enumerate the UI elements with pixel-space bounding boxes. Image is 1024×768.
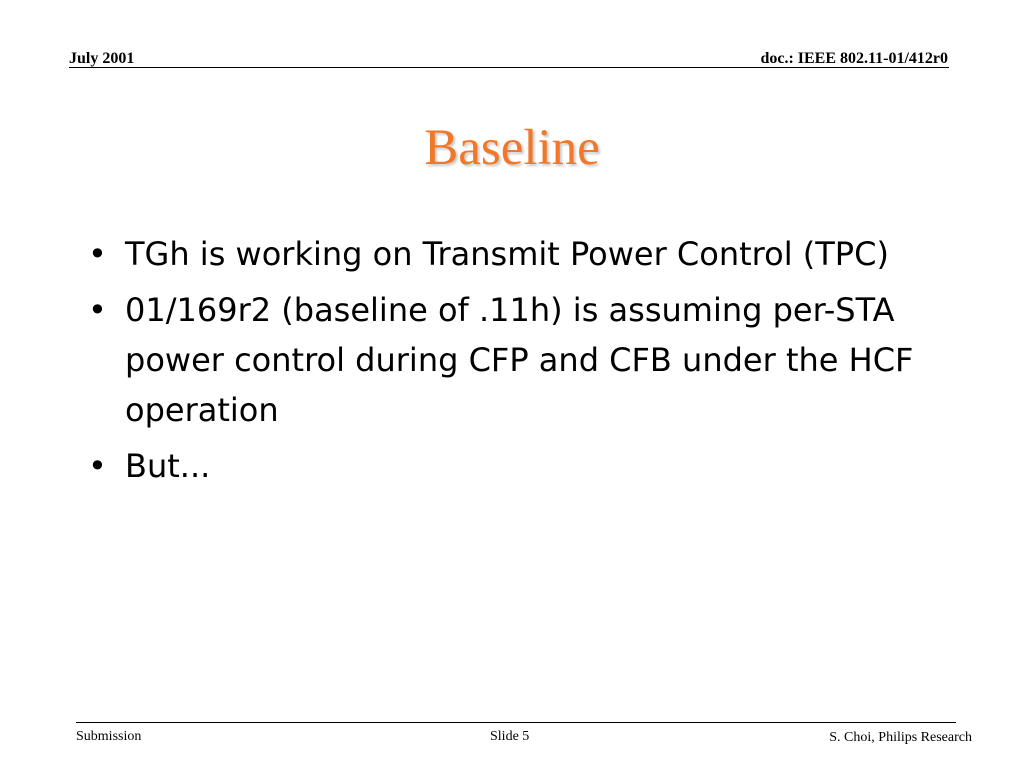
bullet-text: TGh is working on Transmit Power Control (TPC) (125, 235, 889, 273)
footer-slide-number: Slide 5 (490, 729, 530, 744)
bullet-marker: • (88, 447, 107, 485)
bullet-item (88, 229, 948, 279)
bullet-text: But... (125, 447, 211, 485)
bullet-list (88, 229, 948, 497)
bullet-marker: • (88, 235, 107, 273)
slide-title: Baseline (424, 120, 600, 176)
footer-author: S. Choi, Philips Research (829, 730, 972, 745)
header-date: July 2001 (69, 50, 135, 67)
footer-divider (76, 722, 956, 723)
bullet-item (88, 285, 948, 435)
footer-submission: Submission (76, 729, 142, 744)
bullet-marker: • (88, 291, 107, 329)
header-doc-number: doc.: IEEE 802.11-01/412r0 (760, 50, 948, 67)
bullet-text: 01/169r2 (baseline of .11h) is assuming per-STA power control during CFP and CFB under the HCF operation (125, 291, 914, 429)
header-divider (69, 67, 949, 68)
bullet-item (88, 441, 948, 491)
